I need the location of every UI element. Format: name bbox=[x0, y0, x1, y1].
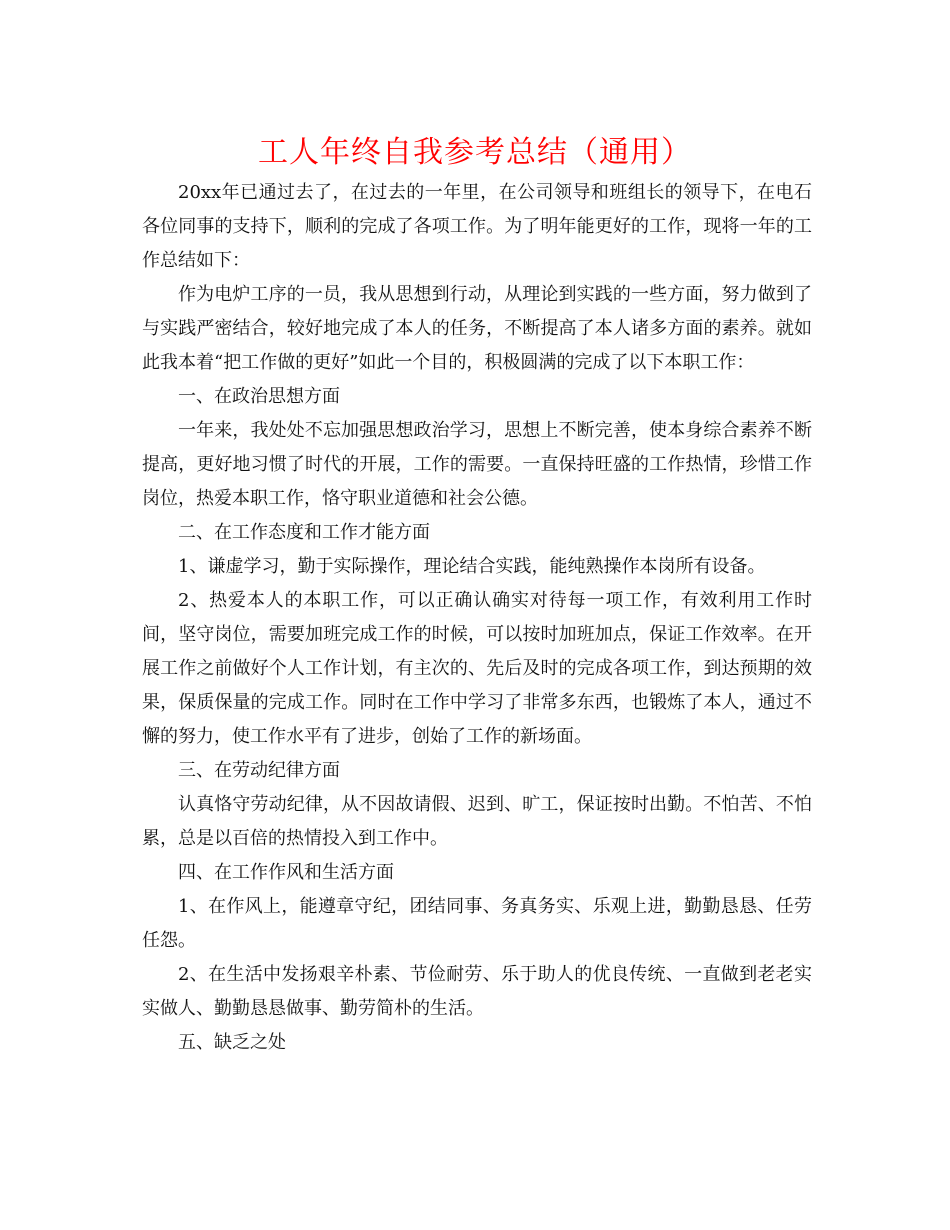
paragraph-discipline: 认真恪守劳动纪律，从不因故请假、迟到、旷工，保证按时出勤。不怕苦、不怕累，总是以百倍的热情投入到工作中。 bbox=[142, 794, 812, 849]
section-heading-discipline: 三、在劳动纪律方面 bbox=[178, 760, 340, 781]
paragraph-style-2: 2、在生活中发扬艰辛朴素、节俭耐劳、乐于助人的优良传统、一直做到老老实实做人、勤勤恳恳做事、勤劳简朴的生活。 bbox=[142, 964, 812, 1019]
document-title: 工人年终自我参考总结（通用） bbox=[258, 135, 692, 170]
paragraph-attitude-1: 1、谦虚学习，勤于实际操作，理论结合实践，能纯熟操作本岗所有设备。 bbox=[178, 556, 766, 577]
section-heading-political: 一、在政治思想方面 bbox=[178, 386, 340, 407]
section-heading-style: 四、在工作作风和生活方面 bbox=[178, 862, 394, 883]
paragraph-attitude-2: 2、热爱本人的本职工作，可以正确认确实对待每一项工作，有效利用工作时间，坚守岗位，需要加班完成工作的时候，可以按时加班加点，保证工作效率。在开展工作之前做好个人工作计划，有主次的、先后及时的完成各项工作，到达预期的效果，保质保量的完成工作。同时在工作中学习了非常多东西，也锻炼了本人，通过不懈的努力，使工作水平有了进步，创始了工作的新场面。 bbox=[142, 590, 812, 747]
paragraph-role: 作为电炉工序的一员，我从思想到行动，从理论到实践的一些方面，努力做到了与实践严密结合，较好地完成了本人的任务，不断提高了本人诸多方面的素养。就如此我本着“把工作做的更好”如此一个目的，积极圆满的完成了以下本职工作： bbox=[142, 284, 812, 373]
paragraph-style-1: 1、在作风上，能遵章守纪，团结同事、务真务实、乐观上进，勤勤恳恳、任劳任怨。 bbox=[142, 896, 812, 951]
section-heading-attitude: 二、在工作态度和工作才能方面 bbox=[178, 522, 430, 543]
document-body bbox=[142, 176, 812, 1060]
section-heading-shortcomings: 五、缺乏之处 bbox=[178, 1032, 286, 1053]
paragraph-intro: 20xx年已通过去了，在过去的一年里，在公司领导和班组长的领导下，在电石各位同事的支持下，顺利的完成了各项工作。为了明年能更好的工作，现将一年的工作总结如下： bbox=[142, 182, 812, 271]
paragraph-political: 一年来，我处处不忘加强思想政治学习，思想上不断完善，使本身综合素养不断提高，更好地习惯了时代的开展，工作的需要。一直保持旺盛的工作热情，珍惜工作岗位，热爱本职工作，恪守职业道德和社会公德。 bbox=[142, 420, 812, 509]
